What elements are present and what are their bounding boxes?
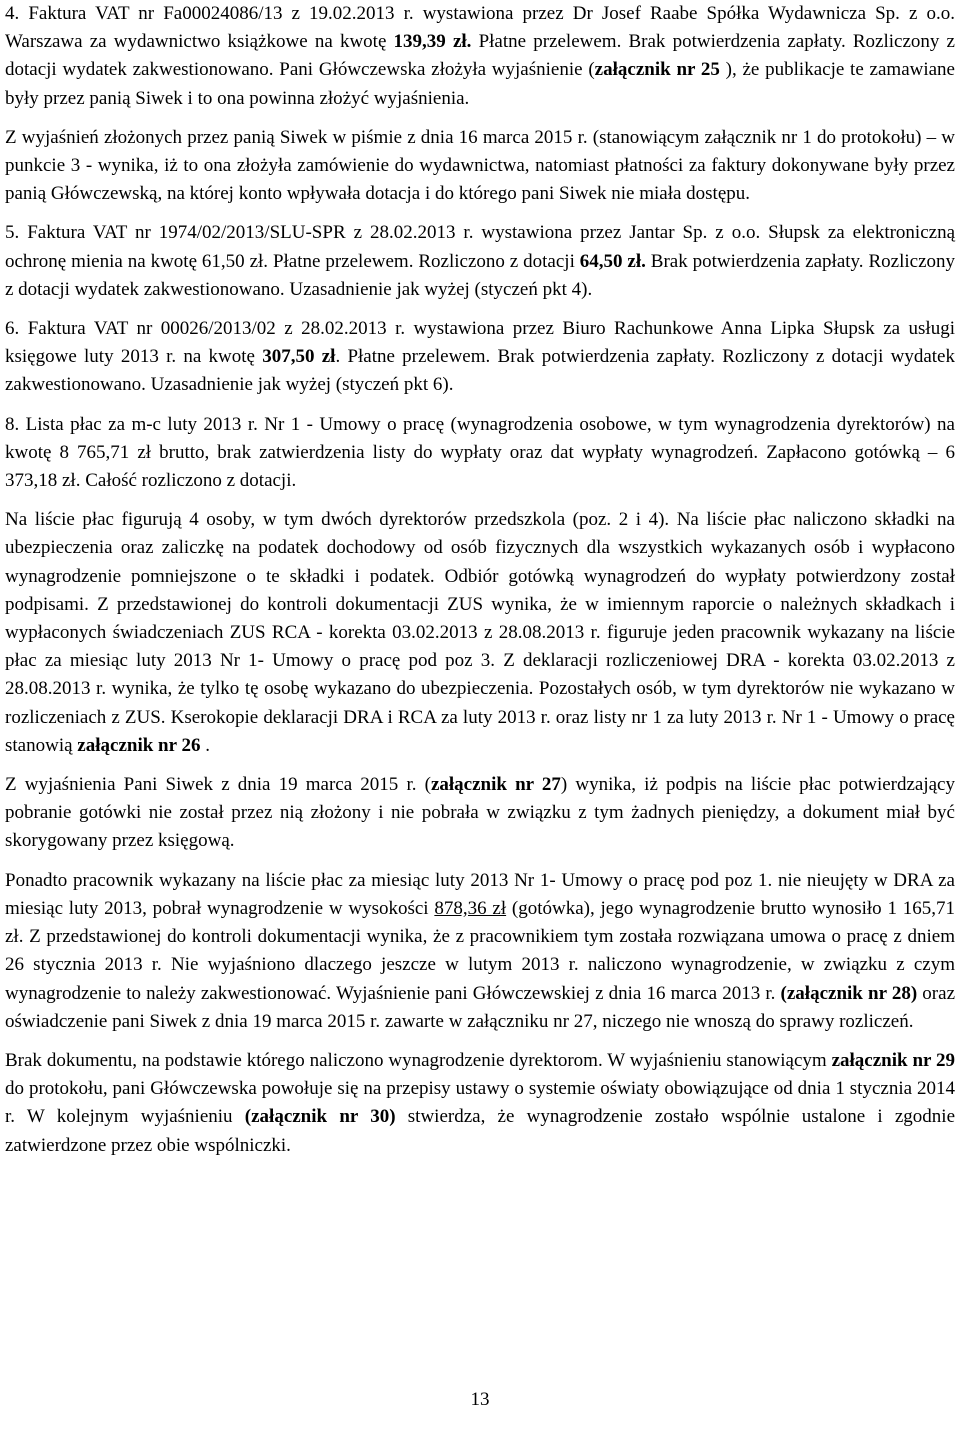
paragraph-p9 <box>5 506 955 760</box>
text-run: 6. Faktura VAT nr 00026/2013/02 z 28.02.2013 r. wystawiona przez Biuro Rachunkowe Anna Lipka Słupsk za usługi księgowe luty 2013 r. na kwotę <box>5 318 955 368</box>
bold-text: załącznik nr 27 <box>430 774 561 796</box>
paragraph-p11 <box>5 867 955 1036</box>
text-run: stwierdza, że wynagrodzenie zostało wspólnie ustalone i zgodnie zatwierdzone przez obie wspólniczki. <box>5 1106 955 1156</box>
text-run: Z wyjaśnień złożonych przez panią Siwek w piśmie z dnia 16 marca 2015 r. (stanowiącym załącznik nr 1 do protokołu) – w punkcie 3 - wynika, iż to ona złożyła zamówienie do wydawnictwa, natomiast płatności za faktury dokonywane były przez panią Główczewską, na której konto wpływała dotacja i do którego pani Siwek nie miała dostępu. <box>5 126 955 205</box>
bold-text: załącznik nr 26 <box>77 734 201 756</box>
text-run: 8. Lista płac za m-c luty 2013 r. Nr 1 - Umowy o pracę (wynagrodzenia osobowe, w tym wynagrodzenia dyrektorów) na kwotę 8 765,71 zł brutto, brak zatwierdzenia listy do wypłaty oraz dat wypłaty wynagrodzeń. Zapłacono gotówką – 6 373,18 zł. Całość rozliczono z dotacji. <box>5 413 955 492</box>
bold-text: 307,50 zł <box>262 346 336 368</box>
text-run: . Płatne przelewem. Brak potwierdzenia zapłaty. Rozliczony z dotacji wydatek zakwestionowano. Uzasadnienie jak wyżej (styczeń pkt 6). <box>5 346 955 396</box>
bold-text: załącznik nr 25 <box>594 59 720 81</box>
text-run: Brak potwierdzenia zapłaty. Rozliczony z dotacji wydatek zakwestionowano. Uzasadnienie jak wyżej (styczeń pkt 4). <box>5 250 955 300</box>
text-run: ) wynika, iż podpis na liście płac potwierdzający pobranie gotówki nie został przez nią złożony i nie pobrała w związku z tym żadnych pieniędzy, a dokument miał być skorygowany przez księgową. <box>5 774 955 852</box>
bold-text: załącznik nr 29 <box>831 1049 955 1071</box>
page-number: 13 <box>470 1389 490 1410</box>
text-run: Płatne przelewem. Brak potwierdzenia zapłaty. Rozliczony z dotacji wydatek zakwestionowano. Pani Główczewska złożyła wyjaśnienie ( <box>5 31 955 81</box>
text-run: (gotówka), jego wynagrodzenie brutto wynosiło 1 165,71 zł. Z przedstawionej do kontroli dokumentacji wynika, że z pracownikiem tym została rozwiązana umowa o pracę z dniem 26 stycznia 2013 r. Nie wyjaśniono dlaczego jeszcze w lutym 2013 r. naliczono wynagrodzenie, w związku z czym wynagrodzenie to należy zakwestionować. Wyjaśnienie pani Główczewskiej z dnia 16 marca 2013 r. <box>5 897 955 1004</box>
paragraph-p6 <box>5 315 955 400</box>
text-run: do protokołu, pani Główczewska powołuje się na przepisy ustawy o systemie oświaty obowiązujące od dnia 1 stycznia 2014 r. W kolejnym wyjaśnieniu <box>5 1078 955 1128</box>
text-run: Ponadto pracownik wykazany na liście płac za miesiąc luty 2013 Nr 1- Umowy o pracę pod poz 1. nie nieujęty w DRA za miesiąc luty 2013, pobrał wynagrodzenie w wysokości <box>5 869 955 919</box>
text-run: Z wyjaśnienia Pani Siwek z dnia 19 marca 2015 r. ( <box>5 774 431 796</box>
bold-text: (załącznik nr 30) <box>244 1106 396 1128</box>
text-run: ), że publikacje te zamawiane były przez panią Siwek i to ona powinna złożyć wyjaśnienia. <box>5 59 955 109</box>
text-run: 4. Faktura VAT nr Fa00024086/13 z 19.02.2013 r. wystawiona przez Dr Josef Raabe Spółka Wydawnicza Sp. z o.o. Warszawa za wydawnictwo książkowe na kwotę <box>5 3 955 53</box>
paragraph-p10 <box>5 771 955 856</box>
bold-text: 139,39 zł. <box>393 31 472 53</box>
document-body <box>5 0 955 1160</box>
paragraph-p4 <box>5 0 955 113</box>
text-run: Na liście płac figurują 4 osoby, w tym dwóch dyrektorów przedszkola (poz. 2 i 4). Na liście płac naliczono składki na ubezpieczenia oraz zaliczkę na podatek dochodowy od osób fizycznych dla wszystkich wykazanych osób i wypłacono wynagrodzenie pomniejszone o te składki i podatek. Odbiór gotówką wynagrodzeń do wypłaty potwierdzony został podpisami. Z przedstawionej do kontroli dokumentacji ZUS wynika, że w imiennym raporcie o należnych składkach i wypłaconych świadczeniach ZUS RCA - korekta 03.02.2013 z 28.08.2013 r. figuruje jeden pracownik wykazany na liście płac za miesiąc luty 2013 Nr 1- Umowy o pracę pod poz 3. Z deklaracji rozliczeniowej DRA - korekta 03.02.2013 z 28.08.2013 r. wynika, że tylko tę osobę wykazano do ubezpieczenia. Pozostałych osób, w tym dyrektorów nie wykazano w rozliczeniach z ZUS. Kserokopie deklaracji DRA i RCA za luty 2013 r. oraz listy nr 1 za luty 2013 r. Nr 1 - Umowy o pracę stanowią <box>5 509 955 756</box>
text-run: Brak dokumentu, na podstawie którego naliczono wynagrodzenie dyrektorom. W wyjaśnieniu stanowiącym <box>5 1049 832 1071</box>
text-run: 5. Faktura VAT nr 1974/02/2013/SLU-SPR z 28.02.2013 r. wystawiona przez Jantar Sp. z o.o. Słupsk za elektroniczną ochronę mienia na kwotę 61,50 zł. Płatne przelewem. Rozliczono z dotacji <box>5 222 955 272</box>
bold-text: (załącznik nr 28) <box>780 982 918 1004</box>
paragraph-p4b <box>5 124 955 209</box>
text-run: oraz oświadczenie pani Siwek z dnia 19 marca 2015 r. zawarte w załączniku nr 27, niczego nie wnoszą do sprawy rozliczeń. <box>5 982 955 1032</box>
underlined-text: 878,36 zł <box>434 897 507 919</box>
paragraph-p5 <box>5 219 955 304</box>
bold-text: 64,50 zł. <box>579 250 646 272</box>
text-run: . <box>200 734 210 756</box>
paragraph-p8 <box>5 411 955 496</box>
paragraph-p12 <box>5 1047 955 1160</box>
